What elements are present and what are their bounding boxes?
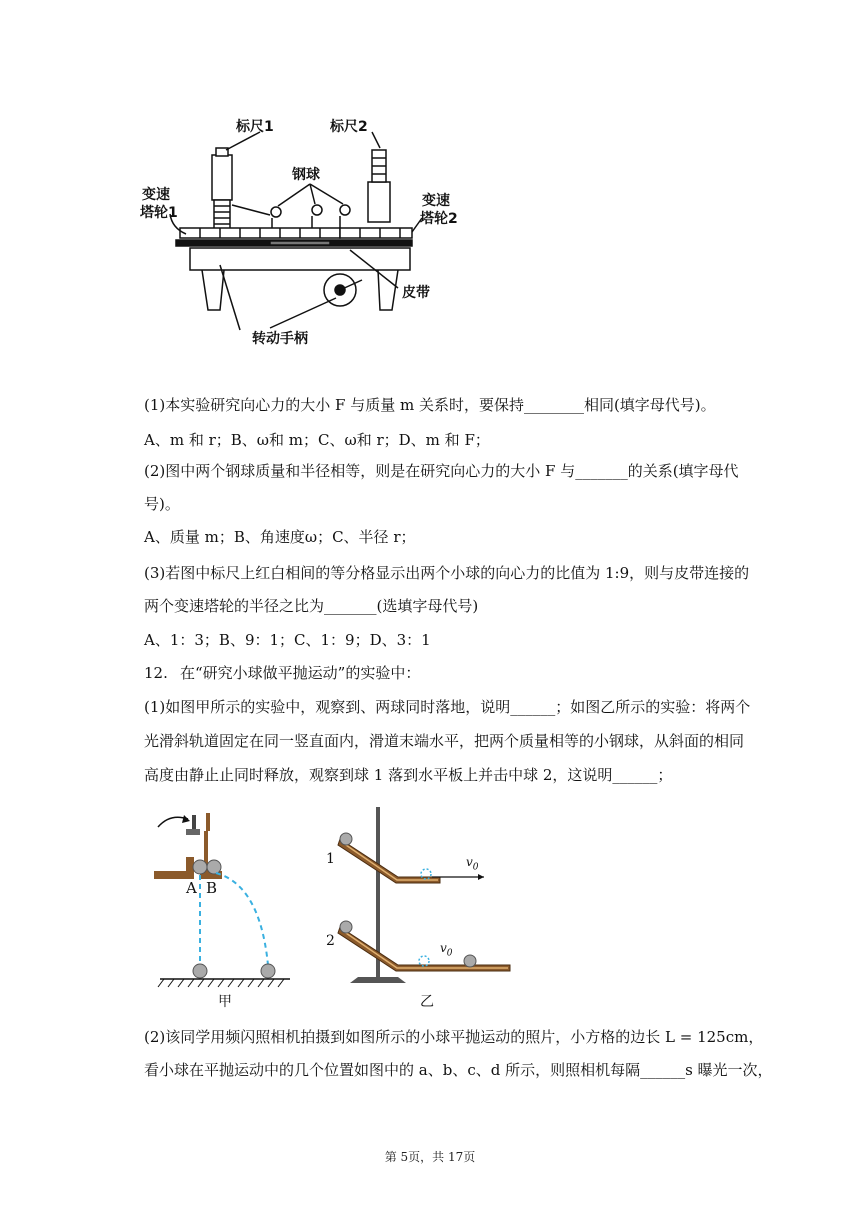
- label-A: A: [186, 879, 197, 897]
- q12-2-line2: 看小球在平抛运动中的几个位置如图中的 a、b、c、d 所示，则照相机每隔______s 曝光一次，: [144, 1061, 773, 1079]
- q1-options: A、m 和 r；B、ω和 m；C、ω和 r；D、m 和 F；: [144, 431, 490, 449]
- page-footer: 第 5页，共 17页: [384, 1150, 476, 1164]
- label-tower-wheel2-b: 塔轮2: [420, 211, 458, 227]
- q12-1-line2: 光滑斜轨道固定在同一竖直面内，滑道末端水平，把两个质量相等的小钢球，从斜面的相同: [144, 732, 745, 750]
- q2-text-line1: (2)图中两个钢球质量和半径相等，则是在研究向心力的大小 F 与_______的关系(填字母代: [144, 462, 739, 480]
- q12-1-line3: 高度由静止止同时释放，观察到球 1 落到水平板上并击中球 2，这说明______；: [144, 766, 673, 784]
- label-jia: 甲: [218, 994, 232, 1010]
- label-tower-wheel1-a: 变速: [142, 187, 170, 203]
- q12-2-line1: (2)该同学用频闪照相机拍摄到如图所示的小球平抛运动的照片，小方格的边长 L = 125cm，: [144, 1028, 764, 1046]
- q3-text-line2: 两个变速塔轮的半径之比为_______(选填字母代号): [144, 597, 479, 615]
- q3-options: A、1：3；B、9：1；C、1：9；D、3：1: [144, 631, 431, 649]
- projectile-drawing: [140, 795, 520, 1015]
- label-handle: 转动手柄: [252, 331, 308, 347]
- question-number-12: 12.: [144, 664, 168, 682]
- label-ruler1: 标尺1: [236, 119, 274, 135]
- projectile-figures: [140, 795, 520, 1015]
- label-yi: 乙: [420, 994, 434, 1010]
- label-ball-1: 1: [326, 851, 335, 867]
- label-steel-ball: 钢球: [292, 167, 320, 183]
- label-belt: 皮带: [402, 285, 430, 301]
- apparatus-figure: [140, 110, 480, 350]
- label-tower-wheel2-a: 变速: [422, 193, 450, 209]
- q12-title: 在“研究小球做平抛运动”的实验中：: [180, 664, 421, 682]
- q2-text-line2: 号)。: [144, 495, 180, 513]
- q12-1-line1: (1)如图甲所示的实验中，观察到、两球同时落地，说明______；如图乙所示的实验：将两个: [144, 698, 751, 716]
- figure-jia: [154, 813, 290, 987]
- label-v0-bottom: $v_0$: [440, 941, 453, 959]
- apparatus-drawing: [140, 110, 480, 350]
- q1-text: (1)本实验研究向心力的大小 F 与质量 m 关系时，要保持________相同(填字母代号)。: [144, 396, 716, 414]
- label-ball-2: 2: [326, 933, 335, 949]
- label-B: B: [206, 879, 218, 897]
- figure-yi: [338, 807, 510, 983]
- label-v0-top: $v_0$: [466, 855, 479, 873]
- q2-options: A、质量 m；B、角速度ω；C、半径 r；: [144, 528, 416, 546]
- label-ruler2: 标尺2: [330, 119, 368, 135]
- q3-text-line1: (3)若图中标尺上红白相间的等分格显示出两个小球的向心力的比值为 1:9，则与皮带连接的: [144, 564, 750, 582]
- label-tower-wheel1-b: 塔轮1: [140, 205, 178, 221]
